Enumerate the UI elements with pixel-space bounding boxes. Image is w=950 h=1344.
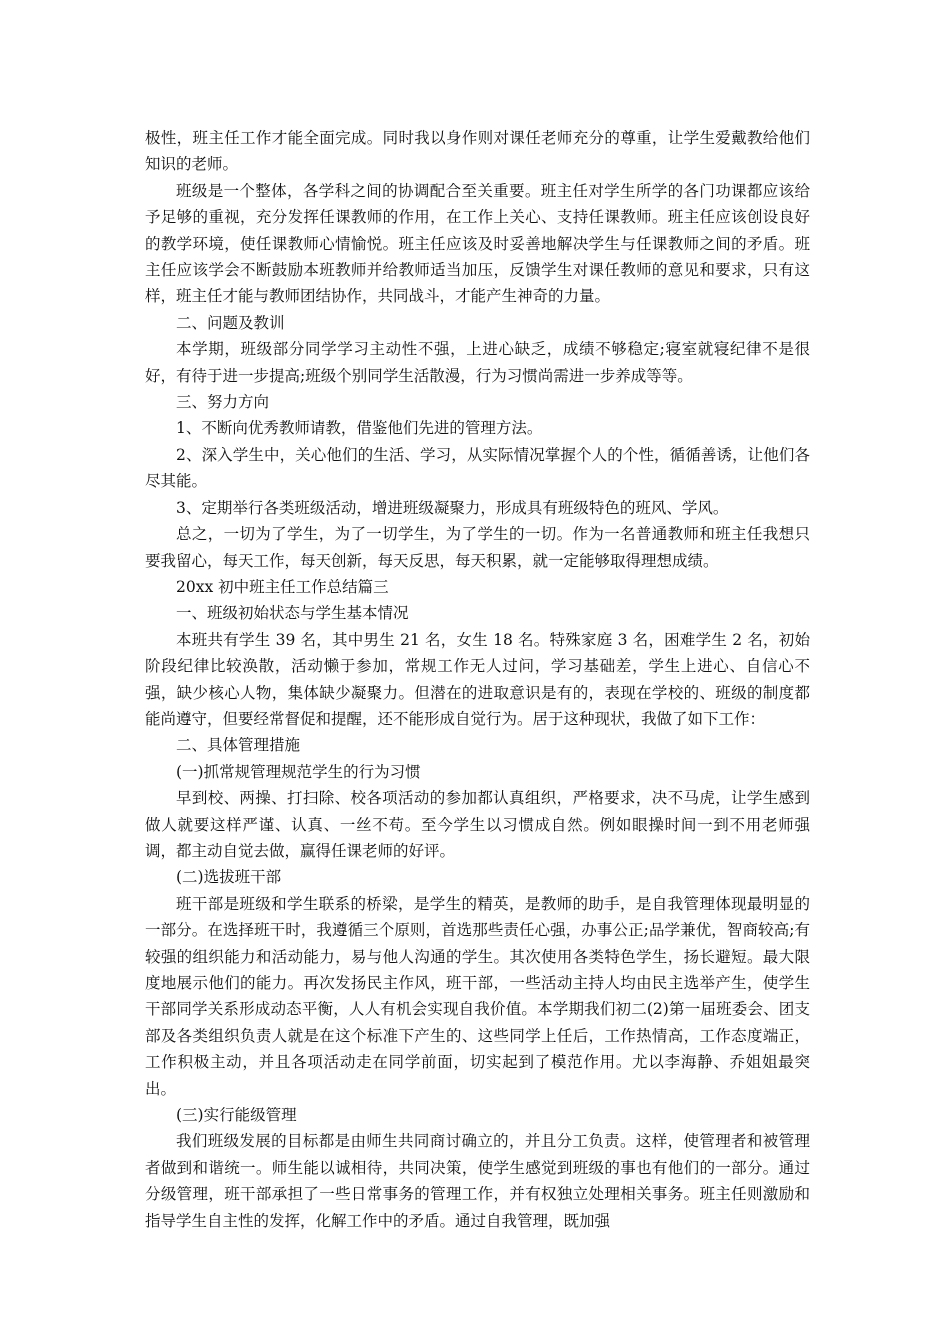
subheading-level-management: (三)实行能级管理	[176, 1106, 297, 1125]
section-heading-direction: 三、努力方向	[176, 393, 270, 412]
paragraph-select-cadres: 班干部是班级和学生联系的桥梁，是学生的精英，是教师的助手，是自我管理体现最明显的一部分。在选择班干时，我遵循三个原则，首选那些责任心强，办事公正;品学兼优，智商较高;有较强的组织能力和活动能力，易与他人沟通的学生。其次使用各类特色学生，扬长避短。最大限度地展示他们的能力。再次发扬民主作风，班干部，一些活动主持人均由民主选举产生，使学生干部同学关系形成动态平衡，人人有机会实现自我价值。本学期我们初二(2)第一届班委会、团支部及各类组织负责人就是在这个标准下产生的、这些同学上任后，工作热情高，工作态度端正，工作积极主动，并且各项活动走在同学前面，切实起到了模范作用。尤以李海静、乔姐姐最突出。	[145, 894, 810, 1098]
section-heading-problems: 二、问题及教训	[176, 313, 285, 332]
section-heading-initial-state: 一、班级初始状态与学生基本情况	[176, 604, 409, 623]
subheading-select-cadres: (二)选拔班干部	[176, 868, 282, 887]
paragraph-problems: 本学期，班级部分同学学习主动性不强，上进心缺乏，成绩不够稳定;寝室就寝纪律不是很好，有待于进一步提高;班级个别同学生活散漫，行为习惯尚需进一步养成等等。	[145, 340, 810, 385]
list-item-1: 1、不断向优秀教师请教，借鉴他们先进的管理方法。	[176, 419, 543, 438]
paragraph-level-management: 我们班级发展的目标都是由师生共同商讨确立的，并且分工负责。这样，使管理者和被管理者做到和谐统一。师生能以诚相待，共同决策，使学生感觉到班级的事也有他们的一部分。通过分级管理，班干部承担了一些日常事务的管理工作，并有权独立处理相关事务。班主任则激励和指导学生自主性的发挥，化解工作中的矛盾。通过自我管理，既加强	[145, 1132, 810, 1230]
list-item-3: 3、定期举行各类班级活动，增进班级凝聚力，形成具有班级特色的班风、学风。	[176, 498, 729, 517]
document-body	[145, 125, 810, 1234]
subheading-routine-management: (一)抓常规管理规范学生的行为习惯	[176, 762, 421, 781]
paragraph-subject-coordination: 班级是一个整体，各学科之间的协调配合至关重要。班主任对学生所学的各门功课都应该给予足够的重视，充分发挥任课教师的作用，在工作上关心、支持任课教师。班主任应该创设良好的教学环境，使任课教师心情愉悦。班主任应该及时妥善地解决学生与任课教师之间的矛盾。班主任应该学会不断鼓励本班教师并给教师适当加压，反馈学生对课任教师的意见和要求，只有这样，班主任才能与教师团结协作，共同战斗，才能产生神奇的力量。	[145, 181, 810, 306]
paragraph-routine-management: 早到校、两操、打扫除、校各项活动的参加都认真组织，严格要求，决不马虎，让学生感到做人就要这样严谨、认真、一丝不苟。至今学生以习惯成自然。例如眼操时间一到不用老师强调，都主动自觉去做，赢得任课老师的好评。	[145, 789, 810, 860]
article-title-part-three: 20xx 初中班主任工作总结篇三	[176, 577, 389, 596]
section-heading-measures: 二、具体管理措施	[176, 736, 301, 755]
paragraph-conclusion: 总之，一切为了学生，为了一切学生，为了学生的一切。作为一名普通教师和班主任我想只要我留心，每天工作，每天创新，每天反思，每天积累，就一定能够取得理想成绩。	[145, 525, 810, 570]
list-item-2: 2、深入学生中，关心他们的生活、学习，从实际情况掌握个人的个性，循循善诱，让他们各尽其能。	[145, 445, 810, 491]
paragraph-initial-state: 本班共有学生 39 名，其中男生 21 名，女生 18 名。特殊家庭 3 名，困难学生 2 名，初始阶段纪律比较涣散，活动懒于参加，常规工作无人过问，学习基础差，学生上进心、自信心不强，缺少核心人物，集体缺少凝聚力。但潜在的进取意识是有的，表现在学校的、班级的制度都能尚遵守，但要经常督促和提醒，还不能形成自觉行为。居于这种现状，我做了如下工作：	[145, 630, 810, 728]
paragraph-continuation: 极性，班主任工作才能全面完成。同时我以身作则对课任老师充分的尊重，让学生爱戴教给他们知识的老师。	[145, 129, 810, 174]
